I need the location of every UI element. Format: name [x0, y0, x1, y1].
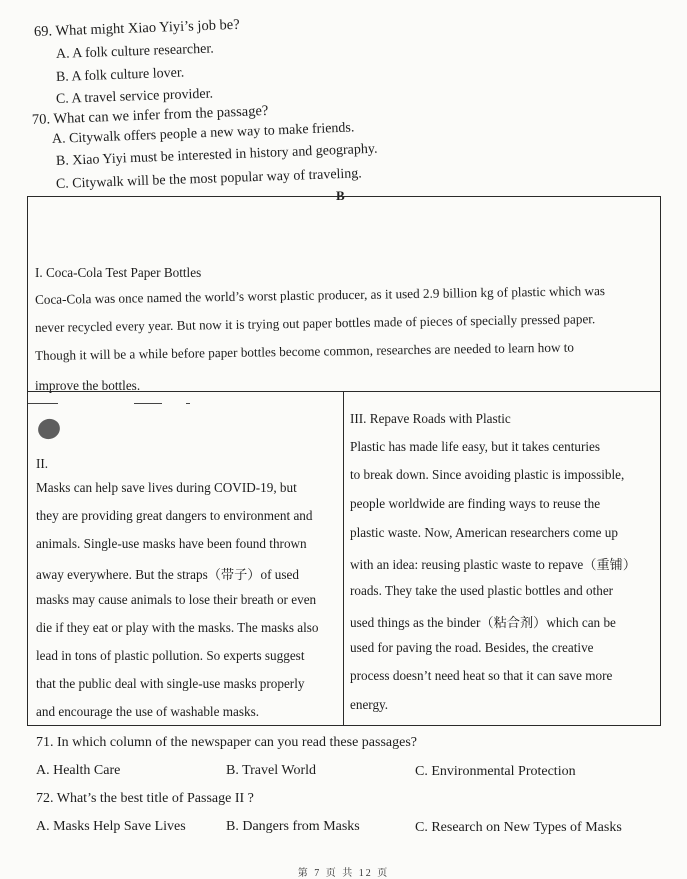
passage-3-title: III. Repave Roads with Plastic [350, 411, 511, 426]
divider-horizontal [28, 391, 660, 392]
question-70: 70. What can we infer from the passage? [31, 102, 269, 128]
passage-2-line: they are providing great dangers to environment and [36, 508, 313, 523]
q71-option-a: A. Health Care [36, 763, 121, 778]
q71-option-b: B. Travel World [226, 763, 317, 778]
passage-1-line: Coca-Cola was once named the world’s worst plastic producer, as it used 2.9 billion kg of plastic which was [34, 283, 606, 307]
q72-option-b: B. Dangers from Masks [226, 819, 360, 834]
passage-1-line: Though it will be a while before paper bottles become common, researches are needed to learn how to [34, 339, 575, 363]
passage-3-line: process doesn’t need heat so that it can save more [350, 668, 613, 683]
page-footer: 第 7 页 共 12 页 [297, 868, 390, 879]
question-72: 72. What’s the best title of Passage II ? [36, 791, 254, 806]
passage-3-line: energy. [350, 697, 389, 712]
passage-2-line: masks may cause animals to lose their breath or even [36, 592, 317, 607]
passage-1-title: I. Coca-Cola Test Paper Bottles [35, 265, 202, 280]
q69-option-b: B. A folk culture lover. [55, 65, 185, 85]
q71-option-c: C. Environmental Protection [415, 764, 576, 779]
passage-2-line: lead in tons of plastic pollution. So experts suggest [36, 648, 305, 663]
q69-option-c: C. A travel service provider. [55, 86, 214, 107]
passage-3-line: people worldwide are finding ways to reuse the [350, 496, 601, 511]
dash-mark [186, 403, 190, 404]
dash-mark [28, 403, 58, 404]
question-71: 71. In which column of the newspaper can you read these passages? [36, 735, 417, 750]
passage-box [27, 196, 661, 726]
divider-vertical [343, 391, 344, 725]
passage-3-line: Plastic has made life easy, but it takes centuries [350, 439, 600, 454]
ink-blot [35, 416, 63, 442]
passage-2-title: II. [36, 456, 49, 471]
passage-3-line: to break down. Since avoiding plastic is impossible, [350, 467, 625, 482]
passage-3-line: used things as the binder（粘合剂）which can be [350, 615, 616, 630]
q72-option-c: C. Research on New Types of Masks [415, 820, 622, 835]
q70-option-a: A. Citywalk offers people a new way to make friends. [51, 120, 355, 147]
passage-3-line: plastic waste. Now, American researchers come up [350, 525, 618, 540]
passage-3-line: used for paving the road. Besides, the creative [350, 640, 594, 655]
q70-option-c: C. Citywalk will be the most popular way of traveling. [55, 166, 363, 192]
passage-2-line: and encourage the use of washable masks. [36, 704, 260, 719]
passage-2-line: Masks can help save lives during COVID-19, but [36, 480, 297, 495]
q72-option-a: A. Masks Help Save Lives [36, 819, 186, 834]
question-69: 69. What might Xiao Yiyi’s job be? [33, 16, 240, 40]
q69-option-a: A. A folk culture researcher. [55, 41, 214, 62]
passage-1-line: never recycled every year. But now it is trying out paper bottles made of pieces of specially pressed paper. [34, 311, 596, 335]
dash-mark [134, 403, 162, 404]
passage-2-line: die if they eat or play with the masks. The masks also [36, 620, 319, 635]
passage-3-line: with an idea: reusing plastic waste to repave（重铺） [350, 557, 637, 572]
passage-2-line: that the public deal with single-use masks properly [36, 676, 305, 691]
passage-2-line: animals. Single-use masks have been found thrown [36, 536, 307, 551]
passage-1-line: improve the bottles. [35, 378, 141, 393]
passage-3-line: roads. They take the used plastic bottles and other [350, 583, 614, 598]
passage-2-line: away everywhere. But the straps（带子）of used [36, 567, 299, 582]
q70-option-b: B. Xiao Yiyi must be interested in history and geography. [55, 141, 378, 169]
section-label: B [336, 188, 345, 203]
